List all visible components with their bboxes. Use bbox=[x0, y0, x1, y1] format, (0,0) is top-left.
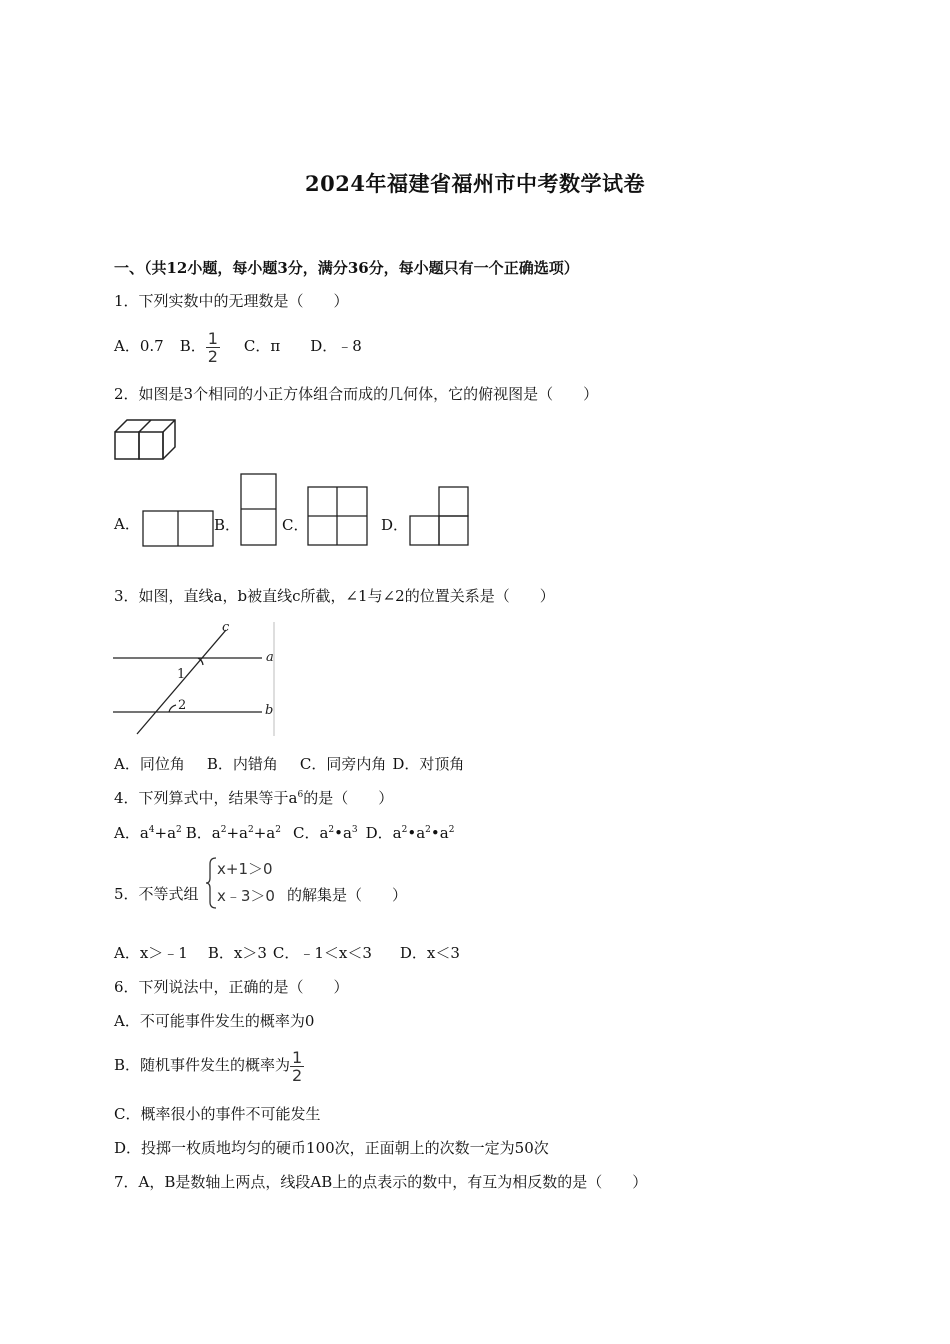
option-a bbox=[114, 824, 182, 842]
option-text: C．a bbox=[292, 824, 329, 842]
denominator: 2 bbox=[207, 346, 218, 366]
option-d bbox=[366, 824, 455, 842]
fraction bbox=[290, 1049, 304, 1084]
exponent: 2 bbox=[425, 825, 431, 835]
label-c: c bbox=[222, 620, 230, 635]
question-5-stem-pre: 5．不等式组 bbox=[114, 885, 199, 903]
option-c: C．同旁内角 bbox=[299, 755, 387, 773]
denominator: 2 bbox=[292, 1065, 303, 1085]
question-4-stem bbox=[114, 788, 393, 808]
exponent: 2 bbox=[401, 825, 408, 835]
option-a: A．x＞﹣1 bbox=[114, 944, 188, 962]
exponent: 2 bbox=[176, 825, 182, 835]
option-a: A．同位角 bbox=[114, 755, 185, 773]
parallel-lines-figure bbox=[110, 620, 280, 738]
exponent: 4 bbox=[148, 825, 155, 835]
option-b: B． bbox=[179, 337, 206, 355]
numerator: 1 bbox=[207, 328, 218, 348]
numerator: 1 bbox=[292, 1047, 303, 1067]
q2-option-c-figure bbox=[307, 486, 369, 548]
exponent: 2 bbox=[275, 825, 281, 835]
exponent: 2 bbox=[328, 825, 335, 835]
question-3-options bbox=[114, 754, 464, 774]
option-text: B．随机事件发生的概率为 bbox=[114, 1056, 291, 1074]
label-angle-1: 1 bbox=[177, 667, 186, 682]
question-7-stem: 7．A，B是数轴上两点，线段AB上的点表示的数中，有互为相反数的是（ ） bbox=[114, 1173, 648, 1191]
option-text: D．a bbox=[365, 824, 402, 842]
question-6-stem: 6．下列说法中，正确的是（ ） bbox=[114, 978, 349, 996]
option-d: D．﹣8 bbox=[310, 337, 362, 355]
q2-option-a-label: A． bbox=[114, 515, 140, 533]
question-1-options bbox=[114, 326, 362, 366]
question-6-option-c: C．概率很小的事件不可能发生 bbox=[114, 1105, 321, 1123]
question-5-options bbox=[114, 943, 460, 963]
exponent: 2 bbox=[448, 825, 455, 835]
option-b: B．内错角 bbox=[206, 755, 278, 773]
option-c bbox=[293, 824, 358, 842]
page-title: 2024年福建省福州市中考数学试卷 bbox=[305, 171, 645, 196]
exponent: 6 bbox=[297, 790, 304, 800]
option-text: +a bbox=[154, 824, 177, 842]
q2-option-d-figure bbox=[409, 486, 471, 548]
question-6-option-b bbox=[114, 1045, 304, 1085]
option-b bbox=[186, 824, 281, 842]
q2-option-c-label: C． bbox=[282, 516, 309, 534]
fraction bbox=[206, 330, 220, 365]
option-a: A．0.7 bbox=[114, 337, 164, 355]
question-3-stem: 3．如图，直线a，b被直线c所截，∠1与∠2的位置关系是（ ） bbox=[114, 587, 555, 605]
option-text: •a bbox=[407, 824, 426, 842]
exponent: 2 bbox=[247, 825, 254, 835]
question-1-stem: 1．下列实数中的无理数是（ ） bbox=[114, 292, 349, 310]
option-b: B．x＞3 bbox=[207, 944, 267, 962]
option-text: •a bbox=[334, 824, 352, 842]
q2-option-b-label: B． bbox=[214, 516, 241, 534]
question-2-stem: 2．如图是3个相同的小正方体组合而成的几何体，它的俯视图是（ ） bbox=[114, 385, 599, 403]
question-4-options bbox=[114, 823, 454, 843]
option-d: D．对顶角 bbox=[392, 755, 465, 773]
stem-text: 的是（ ） bbox=[303, 789, 394, 807]
option-c: C．π bbox=[243, 337, 281, 355]
label-angle-2: 2 bbox=[178, 698, 187, 713]
question-6-option-d: D．投掷一枚质地均匀的硬币100次，正面朝上的次数一定为50次 bbox=[114, 1139, 549, 1157]
label-b: b bbox=[265, 703, 274, 718]
q2-option-a-figure bbox=[142, 510, 216, 548]
option-text: A．a bbox=[114, 824, 149, 842]
option-text: •a bbox=[430, 824, 449, 842]
inequality-1: x+1＞0 bbox=[217, 860, 273, 878]
exponent: 2 bbox=[220, 825, 227, 835]
label-a: a bbox=[266, 650, 274, 665]
option-d: D．x＜3 bbox=[399, 944, 460, 962]
option-text: +a bbox=[226, 824, 248, 842]
inequality-2: x﹣3＞0 bbox=[217, 887, 275, 905]
cube-solid-figure bbox=[112, 416, 184, 464]
option-c: C．﹣1＜x＜3 bbox=[272, 944, 372, 962]
option-text: B．a bbox=[185, 824, 221, 842]
q2-option-b-figure bbox=[240, 473, 278, 547]
option-text: +a bbox=[253, 824, 276, 842]
question-5-stem-post: 的解集是（ ） bbox=[287, 886, 408, 904]
section-heading: 一、（共12小题，每小题3分，满分36分，每小题只有一个正确选项） bbox=[114, 259, 579, 277]
question-6-option-a: A．不可能事件发生的概率为0 bbox=[114, 1012, 315, 1030]
left-brace-icon bbox=[204, 856, 218, 910]
exponent: 3 bbox=[351, 825, 358, 835]
q2-option-d-label: D． bbox=[381, 516, 409, 534]
stem-text: 4．下列算式中，结果等于a bbox=[114, 789, 298, 807]
